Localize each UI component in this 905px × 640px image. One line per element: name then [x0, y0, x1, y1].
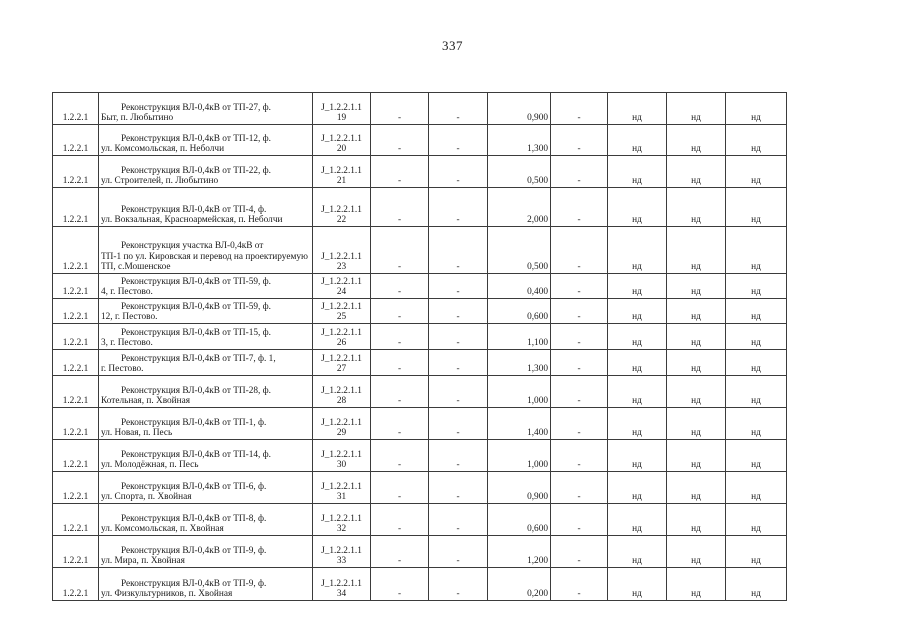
row-value-1: -	[371, 350, 429, 376]
row-nd-2: нд	[667, 440, 726, 472]
row-value-2: -	[429, 93, 488, 125]
row-length: 0,900	[488, 93, 551, 125]
row-identifier-code: J_1.2.2.1.1	[321, 327, 362, 338]
row-value-1: -	[371, 299, 429, 324]
row-nd-3: нд	[726, 227, 787, 274]
row-nd-1: нд	[608, 504, 667, 536]
row-description	[99, 324, 313, 350]
row-code: 1.2.2.1	[53, 568, 99, 601]
row-description-line-2: ул. Физкультурников, п. Хвойная	[101, 589, 233, 600]
row-description	[99, 125, 313, 156]
row-nd-3: нд	[726, 188, 787, 227]
row-description-line-2: 4, г. Пестово.	[101, 287, 153, 298]
row-identifier	[313, 536, 371, 568]
row-value-1: -	[371, 440, 429, 472]
row-length: 0,500	[488, 227, 551, 274]
row-nd-2: нд	[667, 299, 726, 324]
row-identifier	[313, 504, 371, 536]
row-value-3: -	[551, 227, 608, 274]
row-description-line-2: 12, г. Пестово.	[101, 312, 158, 323]
row-code: 1.2.2.1	[53, 188, 99, 227]
row-nd-1: нд	[608, 299, 667, 324]
row-value-1: -	[371, 536, 429, 568]
row-nd-2: нд	[667, 93, 726, 125]
row-description	[99, 408, 313, 440]
row-identifier	[313, 156, 371, 188]
row-nd-2: нд	[667, 350, 726, 376]
row-value-1: -	[371, 188, 429, 227]
row-description	[99, 299, 313, 324]
row-code: 1.2.2.1	[53, 93, 99, 125]
row-value-3: -	[551, 93, 608, 125]
row-identifier-code: J_1.2.2.1.1	[321, 481, 362, 492]
row-length: 0,600	[488, 299, 551, 324]
row-identifier-number: 29	[336, 428, 347, 439]
row-description-line-1: Реконструкция ВЛ-0,4кВ от ТП-1, ф.	[121, 417, 267, 428]
row-description-line-1: Реконструкция ВЛ-0,4кВ от ТП-9, ф.	[121, 578, 267, 589]
row-nd-1: нд	[608, 156, 667, 188]
row-length: 1,400	[488, 408, 551, 440]
row-code: 1.2.2.1	[53, 324, 99, 350]
row-description-line-2: 3, г. Пестово.	[101, 338, 153, 349]
row-code: 1.2.2.1	[53, 274, 99, 299]
row-identifier	[313, 408, 371, 440]
row-nd-3: нд	[726, 274, 787, 299]
row-identifier	[313, 274, 371, 299]
row-description-line-1: Реконструкция ВЛ-0,4кВ от ТП-15, ф.	[121, 327, 271, 338]
row-description-line-2: ул. Комсомольская, п. Неболчи	[101, 144, 225, 155]
row-description-line-2: ул. Вокзальная, Красноармейская, п. Неболчи	[101, 215, 283, 226]
row-description	[99, 350, 313, 376]
row-identifier-code: J_1.2.2.1.1	[321, 165, 362, 176]
row-description-line-2: ТП-1 по ул. Кировская и перевод на проектируемую ТП, с.Мошенское	[101, 251, 308, 273]
row-code: 1.2.2.1	[53, 156, 99, 188]
row-code: 1.2.2.1	[53, 376, 99, 408]
row-nd-2: нд	[667, 324, 726, 350]
table-row	[53, 440, 787, 472]
row-length: 1,100	[488, 324, 551, 350]
row-nd-3: нд	[726, 568, 787, 601]
row-code: 1.2.2.1	[53, 472, 99, 504]
row-value-1: -	[371, 227, 429, 274]
row-code: 1.2.2.1	[53, 504, 99, 536]
row-length: 1,000	[488, 440, 551, 472]
row-nd-1: нд	[608, 472, 667, 504]
row-value-2: -	[429, 324, 488, 350]
row-nd-3: нд	[726, 408, 787, 440]
table-row	[53, 350, 787, 376]
table-row	[53, 125, 787, 156]
row-identifier-number: 20	[336, 144, 347, 155]
row-description-line-1: Реконструкция ВЛ-0,4кВ от ТП-12, ф.	[121, 133, 271, 144]
row-description-line-2: ул. Мира, п. Хвойная	[101, 556, 185, 567]
table-row	[53, 536, 787, 568]
row-identifier-code: J_1.2.2.1.1	[321, 578, 362, 589]
row-value-3: -	[551, 440, 608, 472]
row-identifier-number: 22	[336, 215, 347, 226]
table-row	[53, 408, 787, 440]
row-nd-1: нд	[608, 408, 667, 440]
row-value-1: -	[371, 376, 429, 408]
row-description-line-1: Реконструкция ВЛ-0,4кВ от ТП-59, ф.	[121, 301, 271, 312]
row-identifier-number: 33	[336, 556, 347, 567]
table-row	[53, 504, 787, 536]
table-row	[53, 188, 787, 227]
row-value-2: -	[429, 227, 488, 274]
row-value-2: -	[429, 350, 488, 376]
row-description-line-1: Реконструкция ВЛ-0,4кВ от ТП-27, ф.	[121, 102, 271, 113]
project-table	[52, 92, 787, 601]
row-description-line-2: Быт, п. Любытино	[101, 113, 174, 124]
row-value-1: -	[371, 156, 429, 188]
row-identifier-number: 30	[336, 460, 347, 471]
row-length: 2,000	[488, 188, 551, 227]
row-description-line-1: Реконструкция участка ВЛ-0,4кВ от	[121, 241, 264, 252]
row-description-line-1: Реконструкция ВЛ-0,4кВ от ТП-6, ф.	[121, 481, 267, 492]
row-nd-2: нд	[667, 536, 726, 568]
row-description	[99, 156, 313, 188]
row-length: 0,400	[488, 274, 551, 299]
row-length: 0,600	[488, 504, 551, 536]
row-nd-3: нд	[726, 93, 787, 125]
row-description	[99, 376, 313, 408]
row-identifier-code: J_1.2.2.1.1	[321, 353, 362, 364]
row-description-line-1: Реконструкция ВЛ-0,4кВ от ТП-7, ф. 1,	[121, 353, 276, 364]
row-nd-1: нд	[608, 227, 667, 274]
row-value-3: -	[551, 274, 608, 299]
row-value-3: -	[551, 408, 608, 440]
row-identifier-number: 25	[336, 312, 347, 323]
row-identifier	[313, 376, 371, 408]
row-description-line-2: ул. Спорта, п. Хвойная	[101, 492, 192, 503]
row-description-line-1: Реконструкция ВЛ-0,4кВ от ТП-22, ф.	[121, 165, 271, 176]
row-value-1: -	[371, 274, 429, 299]
row-nd-1: нд	[608, 188, 667, 227]
row-description-line-2: ул. Комсомольская, п. Хвойная	[101, 524, 224, 535]
row-nd-2: нд	[667, 156, 726, 188]
row-value-3: -	[551, 324, 608, 350]
row-nd-1: нд	[608, 376, 667, 408]
row-length: 1,000	[488, 376, 551, 408]
row-length: 1,300	[488, 350, 551, 376]
row-value-3: -	[551, 156, 608, 188]
row-description-line-1: Реконструкция ВЛ-0,4кВ от ТП-4, ф.	[121, 204, 267, 215]
row-identifier	[313, 93, 371, 125]
row-identifier-code: J_1.2.2.1.1	[321, 276, 362, 287]
row-identifier-number: 31	[336, 492, 347, 503]
row-length: 0,200	[488, 568, 551, 601]
table-row	[53, 227, 787, 274]
row-value-2: -	[429, 274, 488, 299]
row-description-line-2: г. Пестово.	[101, 364, 144, 375]
row-value-3: -	[551, 536, 608, 568]
row-value-1: -	[371, 93, 429, 125]
row-nd-2: нд	[667, 376, 726, 408]
row-identifier-code: J_1.2.2.1.1	[321, 251, 362, 262]
row-code: 1.2.2.1	[53, 299, 99, 324]
row-description-line-1: Реконструкция ВЛ-0,4кВ от ТП-9, ф.	[121, 545, 267, 556]
row-identifier-code: J_1.2.2.1.1	[321, 204, 362, 215]
row-length: 0,500	[488, 156, 551, 188]
row-value-3: -	[551, 376, 608, 408]
row-identifier-code: J_1.2.2.1.1	[321, 385, 362, 396]
row-identifier	[313, 125, 371, 156]
row-length: 1,200	[488, 536, 551, 568]
row-value-1: -	[371, 568, 429, 601]
table-row	[53, 376, 787, 408]
row-nd-3: нд	[726, 536, 787, 568]
row-description	[99, 274, 313, 299]
row-value-3: -	[551, 125, 608, 156]
row-value-2: -	[429, 376, 488, 408]
row-code: 1.2.2.1	[53, 227, 99, 274]
row-value-2: -	[429, 408, 488, 440]
row-code: 1.2.2.1	[53, 125, 99, 156]
table-row	[53, 274, 787, 299]
row-length: 0,900	[488, 472, 551, 504]
row-value-2: -	[429, 440, 488, 472]
row-nd-3: нд	[726, 472, 787, 504]
row-description-line-1: Реконструкция ВЛ-0,4кВ от ТП-28, ф.	[121, 385, 271, 396]
row-description	[99, 536, 313, 568]
row-identifier-number: 21	[336, 176, 347, 187]
row-length: 1,300	[488, 125, 551, 156]
row-value-3: -	[551, 299, 608, 324]
row-identifier-code: J_1.2.2.1.1	[321, 417, 362, 428]
row-description	[99, 504, 313, 536]
row-value-2: -	[429, 156, 488, 188]
row-identifier-number: 23	[336, 262, 347, 273]
row-value-3: -	[551, 350, 608, 376]
row-identifier-code: J_1.2.2.1.1	[321, 449, 362, 460]
row-value-3: -	[551, 472, 608, 504]
row-nd-2: нд	[667, 504, 726, 536]
row-nd-3: нд	[726, 324, 787, 350]
row-identifier	[313, 472, 371, 504]
row-nd-3: нд	[726, 350, 787, 376]
row-value-2: -	[429, 504, 488, 536]
row-nd-1: нд	[608, 274, 667, 299]
row-nd-1: нд	[608, 350, 667, 376]
row-value-1: -	[371, 125, 429, 156]
row-identifier-number: 24	[336, 287, 347, 298]
row-description-line-1: Реконструкция ВЛ-0,4кВ от ТП-14, ф.	[121, 449, 271, 460]
table-row	[53, 93, 787, 125]
row-nd-1: нд	[608, 324, 667, 350]
row-description	[99, 227, 313, 274]
row-code: 1.2.2.1	[53, 440, 99, 472]
row-description	[99, 568, 313, 601]
row-value-2: -	[429, 472, 488, 504]
row-nd-2: нд	[667, 125, 726, 156]
row-code: 1.2.2.1	[53, 408, 99, 440]
row-value-1: -	[371, 504, 429, 536]
row-identifier-number: 19	[336, 113, 347, 124]
row-nd-1: нд	[608, 125, 667, 156]
row-nd-2: нд	[667, 274, 726, 299]
row-value-2: -	[429, 299, 488, 324]
row-description	[99, 188, 313, 227]
row-nd-1: нд	[608, 568, 667, 601]
row-description-line-1: Реконструкция ВЛ-0,4кВ от ТП-8, ф.	[121, 513, 267, 524]
row-description-line-2: ул. Строителей, п. Любытино	[101, 176, 219, 187]
row-nd-2: нд	[667, 568, 726, 601]
row-identifier-code: J_1.2.2.1.1	[321, 102, 362, 113]
row-value-2: -	[429, 536, 488, 568]
row-identifier	[313, 568, 371, 601]
row-identifier-code: J_1.2.2.1.1	[321, 133, 362, 144]
row-value-1: -	[371, 324, 429, 350]
row-nd-2: нд	[667, 227, 726, 274]
row-value-1: -	[371, 472, 429, 504]
row-identifier-number: 26	[336, 338, 347, 349]
row-identifier-number: 32	[336, 524, 347, 535]
row-description	[99, 472, 313, 504]
row-description-line-1: Реконструкция ВЛ-0,4кВ от ТП-59, ф.	[121, 276, 271, 287]
row-identifier-number: 34	[336, 589, 347, 600]
row-identifier	[313, 227, 371, 274]
row-identifier-code: J_1.2.2.1.1	[321, 545, 362, 556]
page-number: 337	[442, 38, 463, 53]
row-nd-3: нд	[726, 504, 787, 536]
row-identifier-number: 27	[336, 364, 347, 375]
row-value-3: -	[551, 504, 608, 536]
row-description-line-2: Котельная, п. Хвойная	[101, 396, 191, 407]
row-nd-1: нд	[608, 93, 667, 125]
row-code: 1.2.2.1	[53, 536, 99, 568]
row-description	[99, 93, 313, 125]
row-value-3: -	[551, 568, 608, 601]
row-nd-1: нд	[608, 536, 667, 568]
row-code: 1.2.2.1	[53, 350, 99, 376]
row-nd-1: нд	[608, 440, 667, 472]
table-row	[53, 472, 787, 504]
row-nd-3: нд	[726, 125, 787, 156]
row-nd-3: нд	[726, 440, 787, 472]
table-row	[53, 568, 787, 601]
row-identifier	[313, 299, 371, 324]
row-description-line-2: ул. Новая, п. Песь	[101, 428, 173, 439]
table-row	[53, 156, 787, 188]
row-value-3: -	[551, 188, 608, 227]
row-identifier-code: J_1.2.2.1.1	[321, 513, 362, 524]
row-identifier	[313, 188, 371, 227]
row-nd-3: нд	[726, 376, 787, 408]
row-identifier	[313, 440, 371, 472]
row-identifier-number: 28	[336, 396, 347, 407]
row-value-2: -	[429, 568, 488, 601]
row-identifier-code: J_1.2.2.1.1	[321, 301, 362, 312]
row-nd-3: нд	[726, 156, 787, 188]
row-identifier	[313, 350, 371, 376]
row-description	[99, 440, 313, 472]
table-row	[53, 324, 787, 350]
row-value-2: -	[429, 188, 488, 227]
row-nd-3: нд	[726, 299, 787, 324]
row-identifier	[313, 324, 371, 350]
row-nd-2: нд	[667, 188, 726, 227]
row-nd-2: нд	[667, 408, 726, 440]
table-row	[53, 299, 787, 324]
row-value-2: -	[429, 125, 488, 156]
row-nd-2: нд	[667, 472, 726, 504]
row-value-1: -	[371, 408, 429, 440]
row-description-line-2: ул. Молодёжная, п. Песь	[101, 460, 199, 471]
